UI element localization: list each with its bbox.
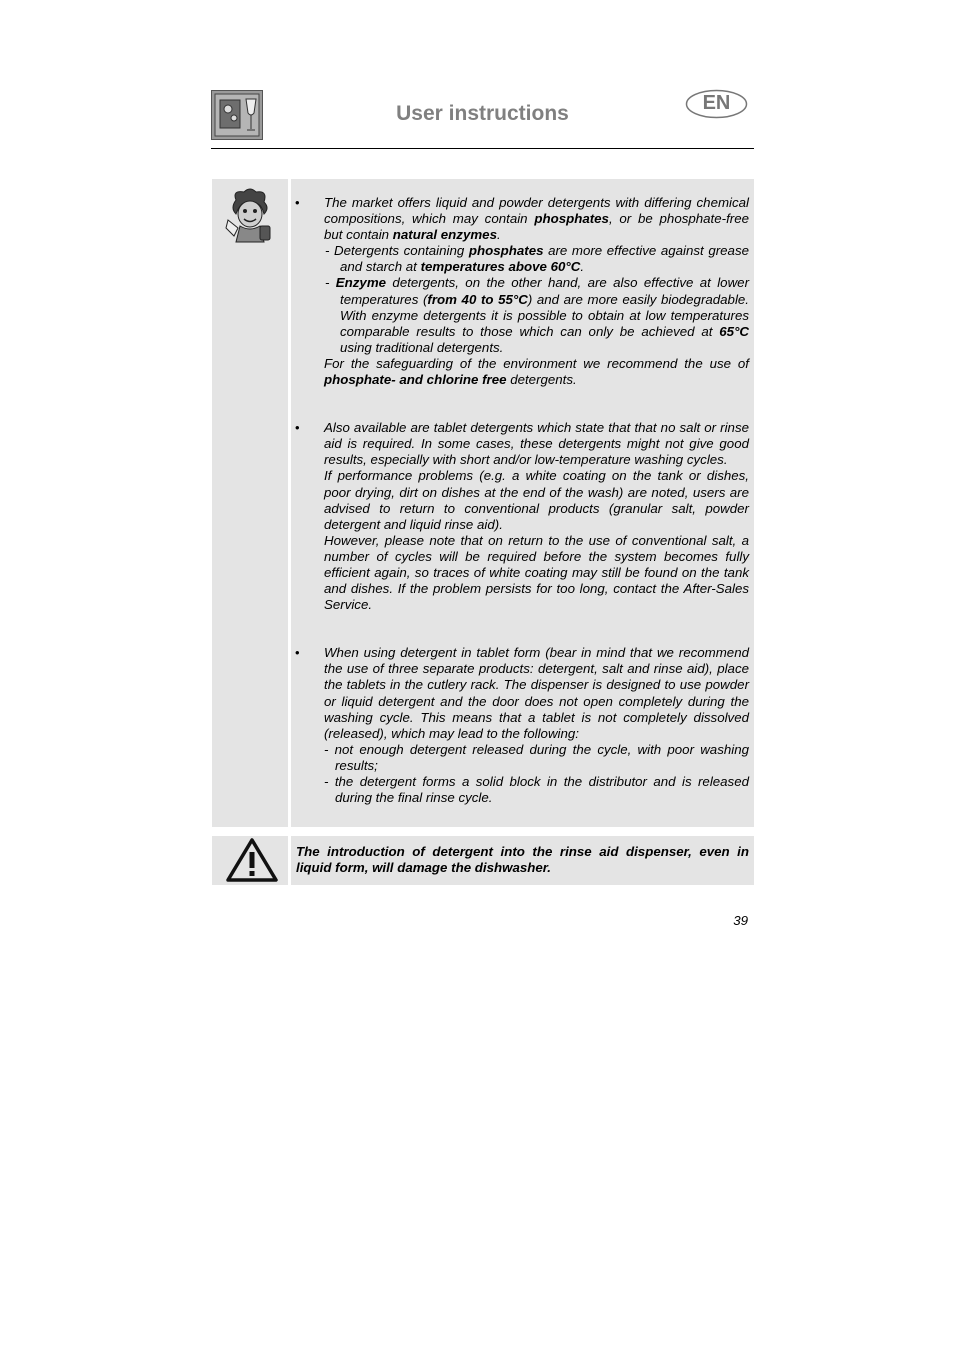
mascot-icon (224, 186, 276, 249)
warning-triangle-icon (226, 837, 278, 888)
warning-box (212, 836, 754, 885)
panel-content (295, 195, 749, 806)
bullet-marker: • (295, 420, 300, 436)
detergent-info-panel (212, 179, 754, 827)
consequence-item: - not enough detergent released during the cycle, with poor washing results; (324, 741, 749, 773)
tablet-usage-text: When using detergent in tablet form (bear in mind that we recommend the use of three separate products: detergent, salt and rinse aid), place the tablets in the cutlery rack. The dispenser is designed to use powder or liquid detergent and the door does not open completely during the washing cycle. This means that a tablet is not completely dissolved (released), which may lead to the following: (324, 645, 749, 741)
panel-icon-column (212, 179, 288, 827)
phosphate-detergents-note: - Detergents containing phosphates are more effective against grease and starch at temperatures above 60°C. (325, 243, 749, 275)
page-number: 39 (733, 913, 748, 928)
warning-text: The introduction of detergent into the rinse aid dispenser, even in liquid form, will damage the dishwasher. (296, 844, 749, 875)
performance-problems-text: If performance problems (e.g. a white coating on the tank or dishes, poor drying, dirt on dishes at the end of the wash) are noted, users are advised to return to conventional products (granular salt, powder detergent and liquid rinse aid). (324, 468, 749, 532)
page-header (211, 88, 754, 149)
tablet-detergents-text: Also available are tablet detergents which state that that no salt or rinse aid is required. In some cases, these detergents might not give good results, especially with short and/or low-temperature washing cycles. (324, 420, 749, 468)
language-code: EN (702, 92, 731, 114)
bullet-detergent-types (295, 195, 749, 388)
bullet-marker: • (295, 645, 300, 661)
conventional-return-text: However, please note that on return to the use of conventional salt, a number of cycles will be required before the system becomes fully efficient again, so traces of white coating may still be found on the tank and dishes. If the problem persists for too long, contact the After-Sales Service. (324, 532, 749, 613)
bullet-marker: • (295, 195, 300, 210)
enzyme-detergents-note: - Enzyme detergents, on the other hand, are also effective at lower temperatures (from 40 to 55°C) and are more easily biodegradable. With enzyme detergents it is possible to obtain at low temperatures comparable results to those which can only be achieved at 65°C using traditional detergents. (325, 275, 750, 355)
bullet-tablet-detergents (295, 420, 749, 613)
page-title: User instructions (396, 102, 569, 125)
environment-recommendation: For the safeguarding of the environment we recommend the use of phosphate- and chlorine free detergents. (324, 355, 749, 388)
warning-icon-column (212, 836, 288, 885)
detergent-types-intro: The market offers liquid and powder detergents with differing chemical compositions, which may contain phosphates, or be phosphate-free but contain natural enzymes. (324, 195, 749, 243)
bullet-tablet-usage (295, 645, 749, 806)
consequence-item: - the detergent forms a solid block in the distributor and is released during the final rinse cycle. (324, 774, 749, 806)
language-badge (685, 89, 748, 119)
